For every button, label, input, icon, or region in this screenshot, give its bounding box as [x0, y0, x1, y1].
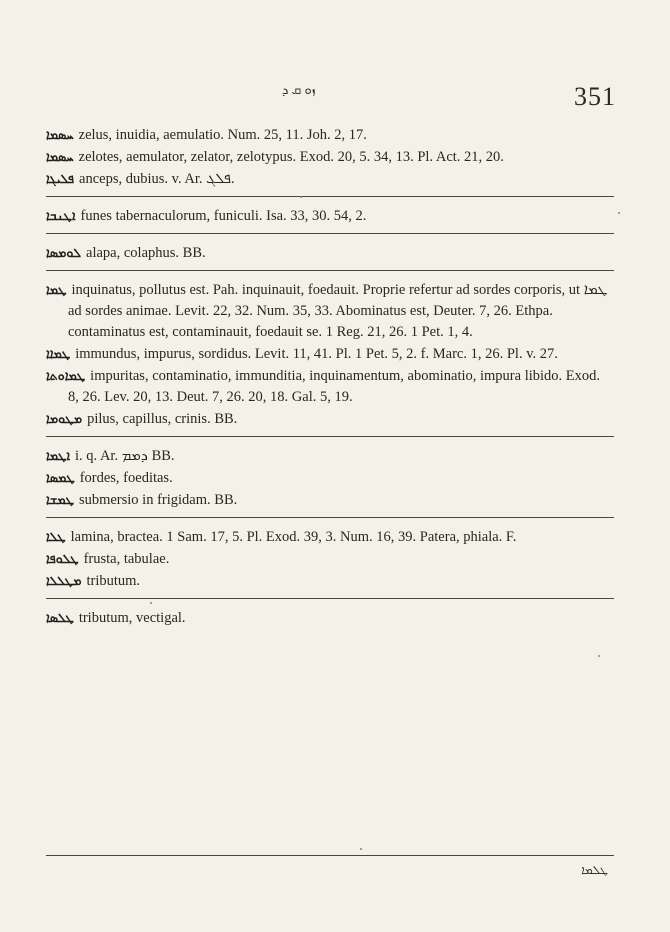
- bottom-rule: [46, 855, 614, 856]
- entry: [46, 343, 614, 365]
- syriac-headword: ܦܠܝܓܐ: [46, 171, 75, 186]
- entry-definition: funes tabernaculorum, funiculi. Isa. 33, 30. 54, 2.: [80, 208, 367, 224]
- entry: [46, 168, 614, 190]
- entry: [46, 548, 614, 570]
- syriac-headword: ܚܣܡܐ: [46, 149, 74, 164]
- syriac-headword: ܛܡܣܐ: [46, 470, 75, 485]
- entry: [46, 124, 614, 146]
- entry-definition: immundus, impurus, sordidus. Levit. 11, 41. Pl. 1 Pet. 5, 2. f. Marc. 1, 26. Pl. v. 27.: [75, 346, 558, 362]
- paper-speck: [150, 602, 152, 604]
- syriac-headword: ܛܠܐ: [46, 529, 66, 544]
- entry: [46, 279, 614, 343]
- entry-definition: impuritas, contaminatio, immunditia, inquinamentum, abominatio, impura libido. Exod. 8, 26. Lev. 20, 13. Deut. 7, 26. 20, 18. Gal. 5, 19.: [68, 368, 601, 405]
- entry-definition: inquinatus, pollutus est. Pah. inquinauit, foedauit. Proprie refertur ad sordes corporis, ut ܛܡܐ ad sordes animae. Levit. 22, 32. Num. 35, 33. Abominatus est, Deuter. 7, 26. Ethpa. contaminatus est, contaminauit, foedauit se. 1 Reg. 21, 26. 1 Pet. 1, 4.: [68, 282, 608, 340]
- entry-definition: tributum.: [86, 573, 141, 589]
- entry-definition: alapa, colaphus. BB.: [86, 245, 206, 261]
- entry: [46, 445, 614, 467]
- section-divider: [46, 598, 614, 599]
- syriac-headword: ܐܛܡܐ: [46, 448, 70, 463]
- entry: [46, 526, 614, 548]
- entry: [46, 146, 614, 168]
- entry-definition: fordes, foeditas.: [79, 470, 173, 486]
- entry: [46, 408, 614, 430]
- section-divider: [46, 436, 614, 437]
- entry-definition: zelus, inuidia, aemulatio. Num. 25, 11. Joh. 2, 17.: [78, 127, 367, 143]
- entry-definition: tributum, vectigal.: [78, 610, 186, 626]
- syriac-headword: ܐܛܢܒܐ: [46, 208, 76, 223]
- section-divider: [46, 196, 614, 197]
- entry: [46, 489, 614, 511]
- syriac-headword: ܡܛܠܠܐ: [46, 573, 82, 588]
- syriac-headword: ܚܣܡܐ: [46, 127, 74, 142]
- paper-speck: [618, 212, 620, 214]
- entry-definition: i. q. Ar. ܕܡܡ BB.: [74, 448, 175, 464]
- section-divider: [46, 233, 614, 234]
- entry-definition: submersio in frigidam. BB.: [78, 492, 238, 508]
- entry: [46, 365, 614, 408]
- section-divider: [46, 270, 614, 271]
- syriac-headword: ܛܡܐܘܬܐ: [46, 368, 86, 383]
- entry-definition: pilus, capillus, crinis. BB.: [87, 411, 238, 427]
- entry-definition: anceps, dubius. v. Ar. ܦܠܓ.: [79, 171, 235, 187]
- entry-definition: frusta, tabulae.: [83, 551, 170, 567]
- syriac-headword: ܛܠܣܐ: [46, 610, 74, 625]
- section-divider: [46, 517, 614, 518]
- entry-definition: lamina, bractea. 1 Sam. 17, 5. Pl. Exod. 39, 3. Num. 16, 39. Patera, phiala. F.: [70, 529, 517, 545]
- entry: [46, 570, 614, 592]
- page-number: 351: [574, 82, 616, 111]
- syriac-headword: ܛܡܐ: [46, 282, 67, 297]
- running-head: ܙܘ ܩ ܕ: [282, 82, 316, 97]
- entry: [46, 205, 614, 227]
- entry: [46, 467, 614, 489]
- entry: [46, 242, 614, 264]
- entry-definition: zelotes, aemulator, zelator, zelotypus. Exod. 20, 5. 34, 13. Pl. Act. 21, 20.: [78, 149, 504, 165]
- entry: [46, 607, 614, 629]
- paper-speck: [360, 848, 362, 850]
- syriac-headword: ܛܠܘܦܐ: [46, 551, 79, 566]
- syriac-headword: ܛܡܐܐ: [46, 346, 71, 361]
- syriac-headword: ܡܛܘܡܐ: [46, 411, 83, 426]
- syriac-headword: ܠܘܡܣܐ: [46, 245, 82, 260]
- syriac-headword: ܛܡܫܐ: [46, 492, 74, 507]
- catchword: ܛܠܡܐ: [581, 863, 608, 877]
- paper-speck: [598, 655, 600, 657]
- paper-speck: [300, 196, 302, 198]
- dictionary-entries: [46, 124, 614, 629]
